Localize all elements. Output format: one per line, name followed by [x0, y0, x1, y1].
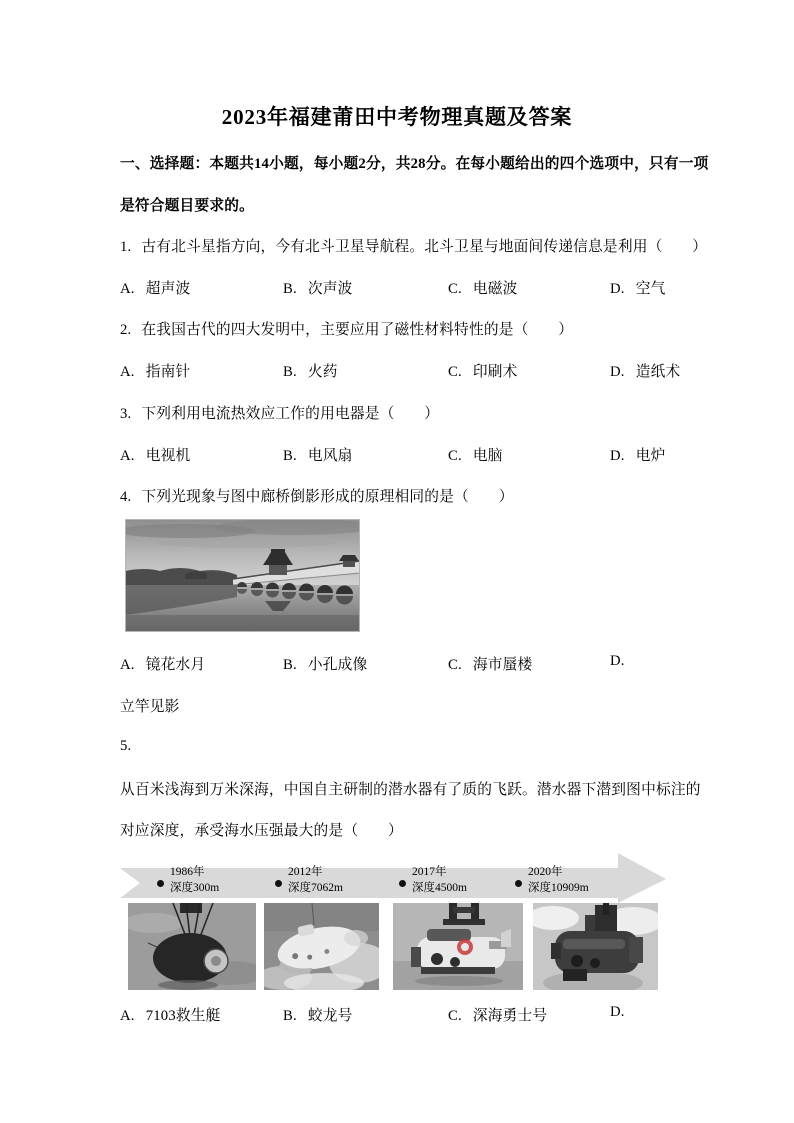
question-5-number: 5. — [120, 738, 132, 754]
option-5c: C. 深海勇士号 — [448, 1008, 548, 1024]
option-4a: A. 镜花水月 — [120, 657, 206, 673]
question-2 — [120, 318, 573, 339]
photo-fendouzhe — [533, 903, 658, 990]
question-4-options — [0, 653, 794, 673]
milestone-depth: 深度10909m — [528, 882, 589, 894]
question-5-text-line1: 从百米浅海到万米深海，中国自主研制的潜水器有了质的飞跃。潜水器下潜到图中标注的 — [120, 782, 701, 798]
bullet-icon — [157, 880, 164, 887]
question-3-number: 3. — [120, 406, 132, 422]
question-1 — [120, 235, 707, 256]
option-2c: C. 印刷术 — [448, 364, 518, 380]
option-4b: B. 小孔成像 — [283, 657, 368, 673]
question-1-text: 古有北斗星指方向，今有北斗卫星导航程。北斗卫星与地面间传递信息是利用（ ） — [141, 239, 708, 255]
option-3d: D. 电炉 — [610, 448, 666, 464]
photo-7103-rescue-boat — [128, 903, 256, 990]
page-title: 2023年福建莆田中考物理真题及答案 — [221, 105, 573, 129]
milestone-year: 2020年 — [528, 866, 563, 878]
question-4-text: 下列光现象与图中廊桥倒影形成的原理相同的是（ ） — [141, 489, 514, 505]
question-3 — [120, 402, 439, 423]
section-header-line1: 一、选择题：本题共14小题，每小题2分，共28分。在每小题给出的四个选项中，只有一项 — [120, 156, 709, 172]
option-5b: B. 蛟龙号 — [283, 1008, 353, 1024]
question-3-text: 下列利用电流热效应工作的用电器是（ ） — [141, 406, 440, 422]
milestone-year: 1986年 — [170, 866, 205, 878]
option-1b: B. 次声波 — [283, 281, 353, 297]
milestone-depth: 深度7062m — [288, 882, 343, 894]
question-2-text: 在我国古代的四大发明中，主要应用了磁性材料特性的是（ ） — [141, 322, 574, 338]
question-3-options — [0, 444, 794, 464]
option-1a: A. 超声波 — [120, 281, 191, 297]
milestone-year: 2012年 — [288, 866, 323, 878]
option-2b: B. 火药 — [283, 364, 338, 380]
option-3b: B. 电风扇 — [283, 448, 353, 464]
milestone-depth: 深度4500m — [412, 882, 467, 894]
section-header-line2: 是符合题目要求的。 — [120, 198, 254, 214]
question-4 — [120, 485, 514, 506]
option-4d-continuation: 立竿见影 — [120, 699, 180, 715]
option-3a: A. 电视机 — [120, 448, 191, 464]
bullet-icon — [515, 880, 522, 887]
photo-jiaolong — [264, 903, 379, 990]
option-5a: A. 7103救生艇 — [120, 1008, 221, 1024]
option-2d: D. 造纸术 — [610, 364, 681, 380]
option-1c: C. 电磁波 — [448, 281, 518, 297]
question-2-number: 2. — [120, 322, 132, 338]
bullet-icon — [399, 880, 406, 887]
option-3c: C. 电脑 — [448, 448, 503, 464]
milestone-depth: 深度300m — [170, 882, 220, 894]
milestone-year: 2017年 — [412, 866, 447, 878]
option-5d: D. — [610, 1004, 625, 1020]
question-1-number: 1. — [120, 239, 132, 255]
option-1d: D. 空气 — [610, 281, 666, 297]
option-4d: D. — [610, 653, 625, 669]
option-4c: C. 海市蜃楼 — [448, 657, 533, 673]
bullet-icon — [275, 880, 282, 887]
bridge-photo — [125, 519, 360, 632]
question-4-number: 4. — [120, 489, 132, 505]
question-5-text-line2: 对应深度，承受海水压强最大的是（ ） — [120, 823, 403, 839]
option-2a: A. 指南针 — [120, 364, 191, 380]
timeline-figure — [118, 853, 668, 903]
question-2-options — [0, 360, 794, 380]
question-1-options — [0, 277, 794, 297]
photo-shenhai-yongshi — [393, 903, 523, 990]
question-5-options — [0, 1004, 794, 1024]
